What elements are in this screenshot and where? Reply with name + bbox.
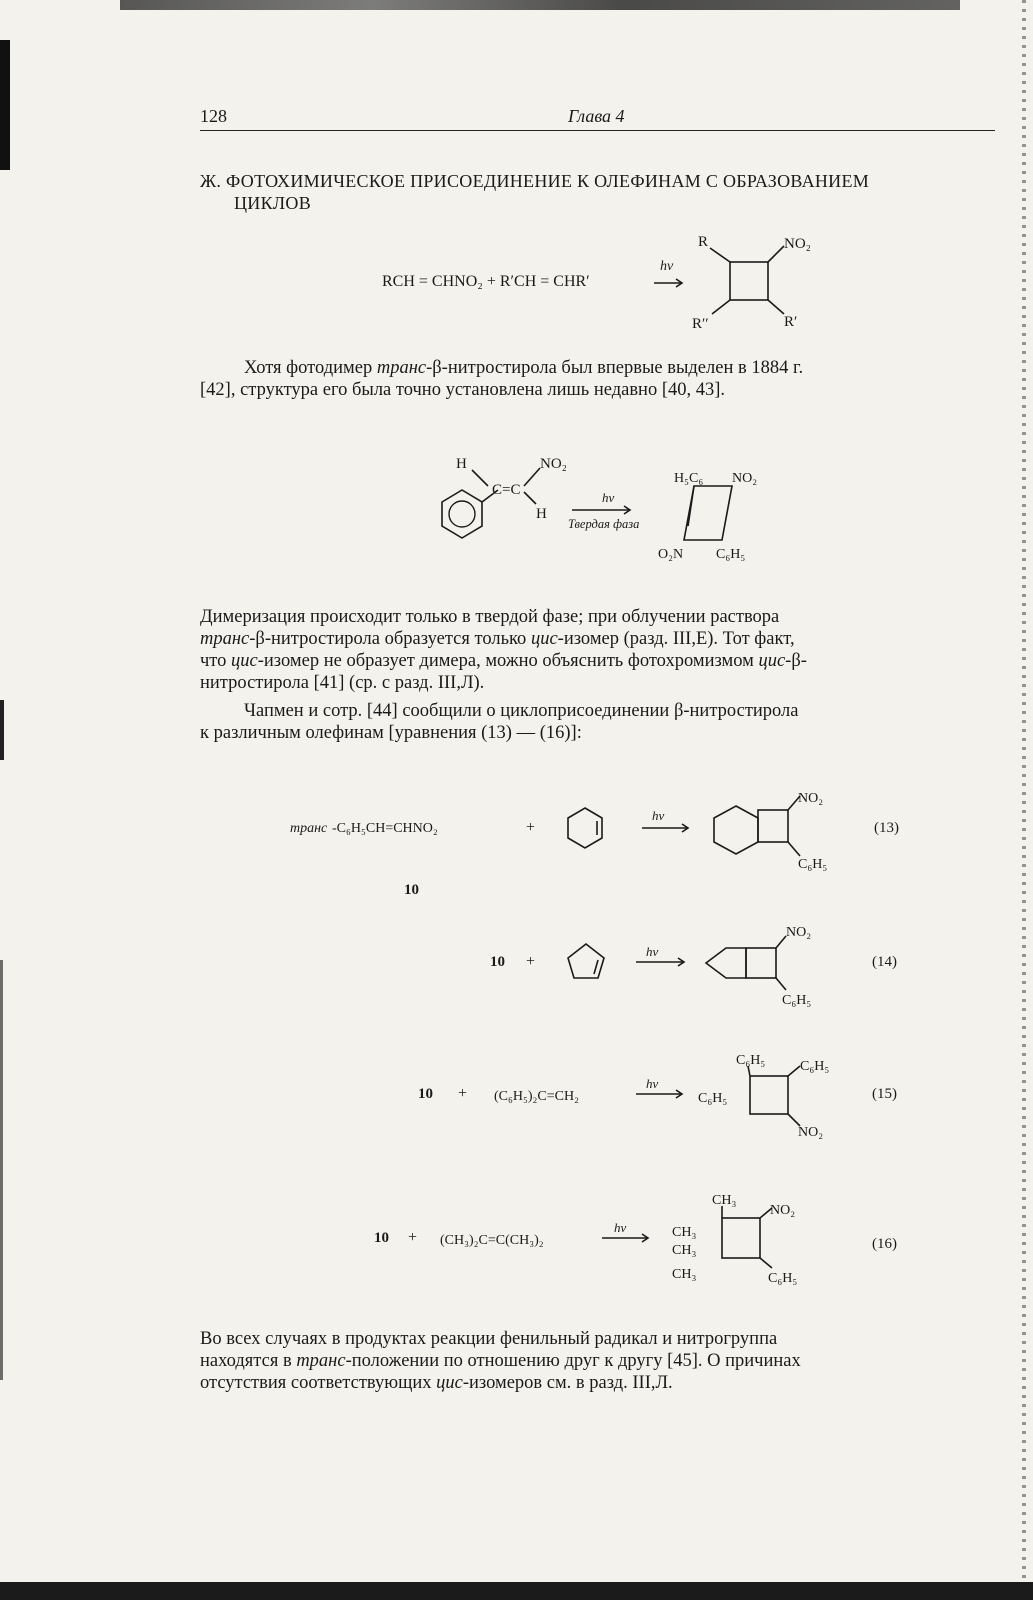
section-title — [200, 170, 995, 214]
scheme1-cyclobutane — [730, 262, 768, 300]
equation-13 — [280, 780, 920, 900]
cyclopentene-ring — [568, 944, 604, 978]
scheme-nitrostyrene-dimerization — [412, 446, 792, 576]
paragraph-4: Во всех случаях в продуктах реакции фенильный радикал и нитрогруппа находятся в транс-положении по отношению друг к другу [45]. О причинах отсутствия соответствующих цис-изомеров см. в разд. III,Л. — [200, 1329, 801, 1393]
page-number: 128 — [200, 106, 227, 126]
scan-artifact-top — [120, 0, 960, 10]
equation-14 — [480, 916, 920, 1016]
running-head: Глава 4 — [568, 106, 625, 126]
eq13-product-cyclobutane — [758, 810, 788, 842]
svg-text:+: + — [526, 819, 536, 836]
svg-text:транс: транс — [290, 821, 328, 836]
benzene-aromatic-circle — [449, 501, 475, 527]
scan-artifact-left-3 — [0, 960, 3, 1380]
page-header — [200, 104, 995, 131]
svg-text:hν: hν — [614, 1220, 627, 1235]
eq16-product-cyclobutane — [722, 1218, 760, 1258]
svg-text:CH₃: CH₃ — [672, 1225, 697, 1240]
scheme2-h-bottom: H — [536, 506, 547, 522]
scan-artifact-left — [0, 40, 10, 170]
eq15-product-cyclobutane — [750, 1076, 788, 1114]
svg-text:hν: hν — [646, 1076, 659, 1091]
paragraph-1: Хотя фотодимер транс-β-нитростирола был впервые выделен в 1884 г. [42], структура его была точно установлена лишь недавно [40, 43]. — [200, 358, 804, 400]
scheme2-p-no2: NO₂ — [732, 471, 758, 486]
compound-label-10: 10 — [404, 882, 419, 898]
scheme1-arrow-label: hν — [660, 259, 674, 274]
svg-text:CH₃: CH₃ — [672, 1243, 697, 1258]
eq16-olefin: (CH₃)₂C=C(CH₃)₂ — [440, 1233, 544, 1248]
svg-text:NO₂: NO₂ — [798, 791, 824, 806]
eq14-product-cyclopentane — [706, 948, 746, 978]
equation-16 — [366, 1184, 920, 1294]
scan-artifact-right — [1022, 0, 1026, 1600]
svg-text:C₆H₅: C₆H₅ — [782, 993, 812, 1008]
svg-text:C₆H₅: C₆H₅ — [798, 857, 828, 872]
eq16-number: (16) — [872, 1236, 897, 1252]
scheme-general-cycloaddition — [370, 228, 850, 336]
eq14-product-cyclobutane — [746, 948, 776, 978]
svg-text:C₆H₅: C₆H₅ — [768, 1271, 798, 1286]
svg-text:10: 10 — [418, 1086, 433, 1102]
svg-text:CH₃: CH₃ — [672, 1267, 697, 1282]
svg-text:NO₂: NO₂ — [770, 1203, 796, 1218]
scheme1-no2: NO₂ — [784, 236, 811, 252]
scheme2-no2: NO₂ — [540, 456, 567, 472]
scheme1-r-double-prime: R′′ — [692, 316, 709, 332]
paragraph-2: Димеризация происходит только в твердой фазе; при облучении раствора транс-β-нитростирола образуется только цис-изомер (разд. III,Е). Тот факт, что цис-изомер не образует димера, можно объяснить фотохромизмом цис-β- нитростирола [41] (ср. с разд. III,Л). — [200, 607, 807, 693]
svg-text:10: 10 — [374, 1230, 389, 1246]
scheme2-arrow-label: hν — [602, 490, 615, 505]
scheme2-cyclobutane — [684, 486, 732, 540]
eq13-number: (13) — [874, 820, 899, 836]
svg-text:NO₂: NO₂ — [798, 1125, 824, 1140]
svg-text:C₆H₅: C₆H₅ — [736, 1053, 766, 1068]
svg-text:hν: hν — [646, 944, 659, 959]
scheme2-condition: Твердая фаза — [568, 517, 640, 531]
eq15-olefin: (C₆H₅)₂C=CH₂ — [494, 1089, 579, 1104]
svg-text:+: + — [526, 953, 536, 970]
equation-15 — [410, 1046, 920, 1154]
eq15-number: (15) — [872, 1086, 897, 1102]
svg-text:+: + — [458, 1085, 468, 1102]
svg-text:+: + — [408, 1229, 418, 1246]
scheme1-reactants: RCH = CHNO₂ + R′CH = CHR′ — [382, 273, 590, 290]
eq14-number: (14) — [872, 954, 897, 970]
scan-artifact-left-2 — [0, 700, 4, 760]
section-title-line-2: ЦИКЛОВ — [234, 193, 312, 213]
svg-text:hν: hν — [652, 808, 665, 823]
eq13-reactant: -C₆H₅CH=CHNO₂ — [332, 821, 438, 836]
scan-artifact-bottom — [0, 1582, 1033, 1600]
scheme2-cc: C=C — [492, 482, 521, 498]
scheme2-c6h5: C₆H₅ — [716, 547, 746, 562]
eq13-product-cyclohexane — [714, 806, 758, 854]
scheme1-r-top: R — [698, 234, 709, 250]
scheme1-r-prime: R′ — [784, 314, 798, 330]
svg-text:10: 10 — [490, 954, 505, 970]
svg-text:NO₂: NO₂ — [786, 925, 812, 940]
scheme2-h-top: H — [456, 456, 467, 472]
scheme2-o2n: O₂N — [658, 547, 684, 562]
svg-text:C₆H₅: C₆H₅ — [800, 1059, 830, 1074]
svg-text:CH₃: CH₃ — [712, 1193, 737, 1208]
svg-text:C₆H₅: C₆H₅ — [698, 1091, 728, 1106]
scheme2-h5c6: H₅C₆ — [674, 471, 704, 486]
paragraph-3: Чапмен и сотр. [44] сообщили о циклоприсоединении β-нитростирола к различным олефинам [уравнения (13) — (16)]: — [200, 701, 799, 743]
section-title-line-1: Ж. ФОТОХИМИЧЕСКОЕ ПРИСОЕДИНЕНИЕ К ОЛЕФИНАМ С ОБРАЗОВАНИЕМ — [200, 171, 870, 191]
benzene-ring — [442, 490, 482, 538]
